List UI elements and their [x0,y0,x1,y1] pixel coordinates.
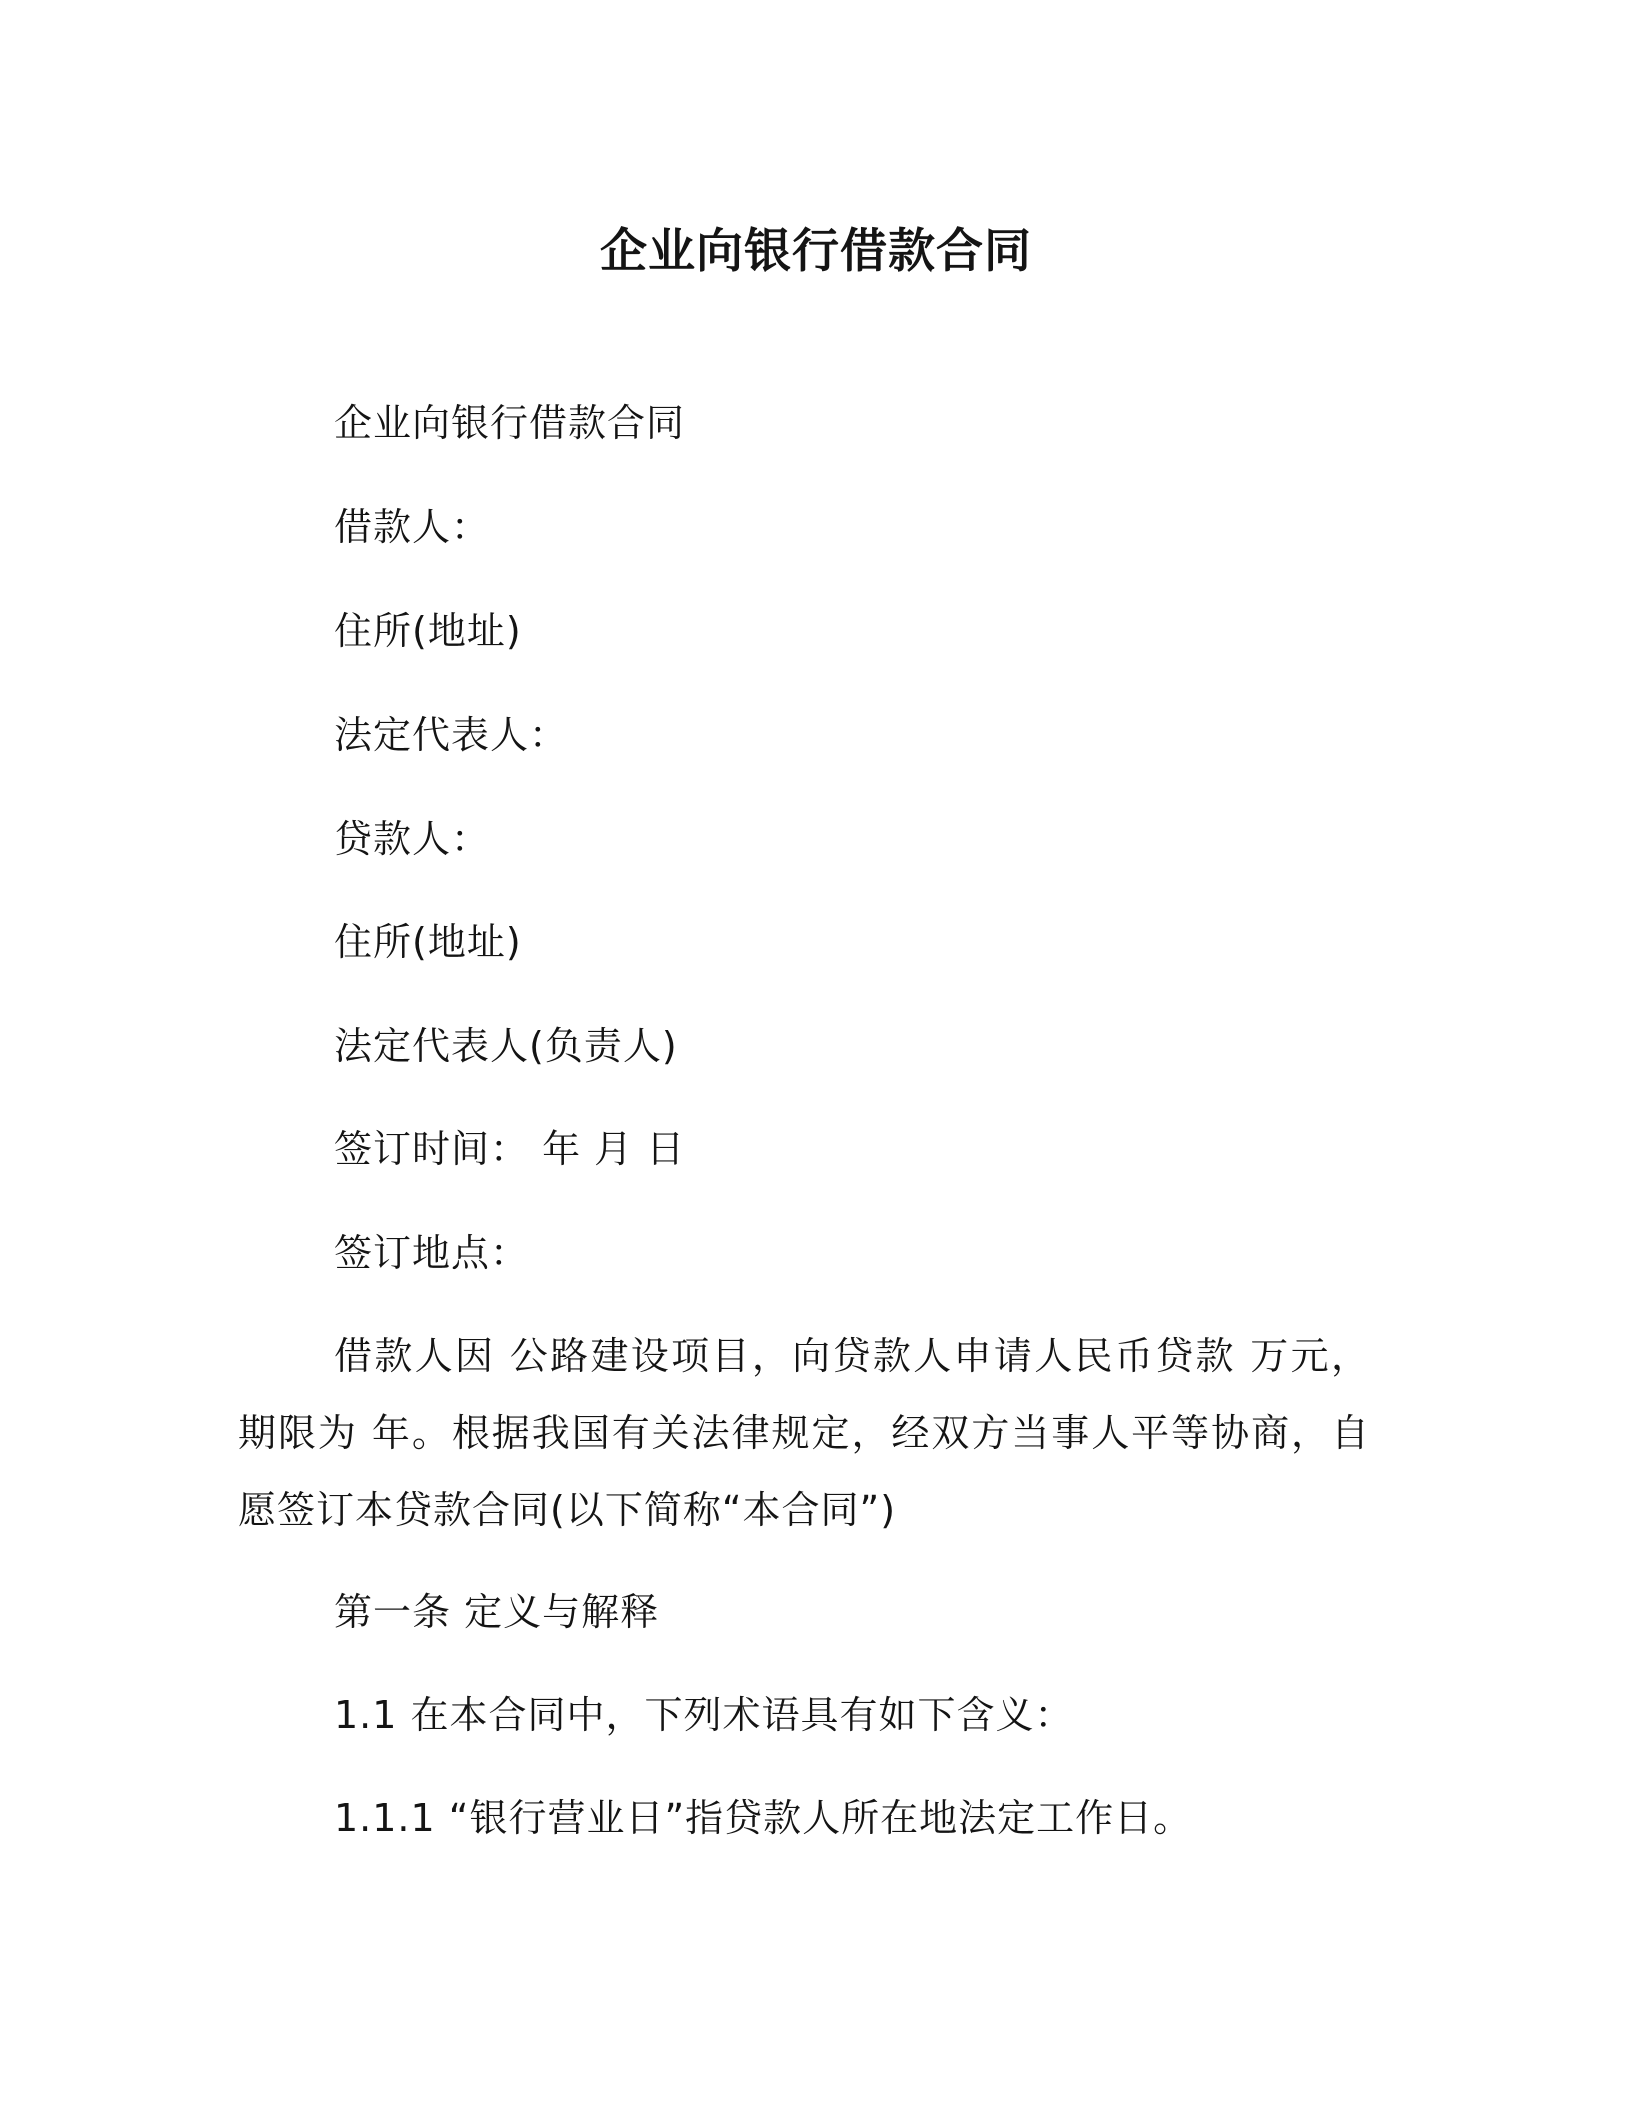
clause-1-1-1: 1.1.1 “银行营业日”指贷款人所在地法定工作日。 [334,1796,1193,1840]
document-title: 企业向银行借款合同 [600,224,1032,279]
lender-line: 贷款人： [334,817,491,861]
clause-1-1: 1.1 在本合同中，下列术语具有如下含义： [334,1693,1074,1737]
borrower-legal-representative-line: 法定代表人： [334,713,569,757]
preamble-paragraph: 借款人因 公路建设项目，向贷款人申请人民币贷款 万元，期限为 年。根据我国有关法律规定，经双方当事人平等协商，自愿签订本贷款合同(以下简称“本合同”) [238,1334,1370,1532]
lender-legal-representative-line: 法定代表人(负责人) [334,1024,678,1068]
signing-place-line: 签订地点： [334,1231,530,1275]
borrower-line: 借款人： [334,505,491,549]
signing-date-line: 签订时间： 年 月 日 [334,1127,686,1171]
lender-address-line: 住所(地址) [334,920,522,964]
contract-name-line: 企业向银行借款合同 [334,401,686,445]
article-1-heading: 第一条 定义与解释 [334,1590,660,1634]
borrower-address-line: 住所(地址) [334,609,522,653]
